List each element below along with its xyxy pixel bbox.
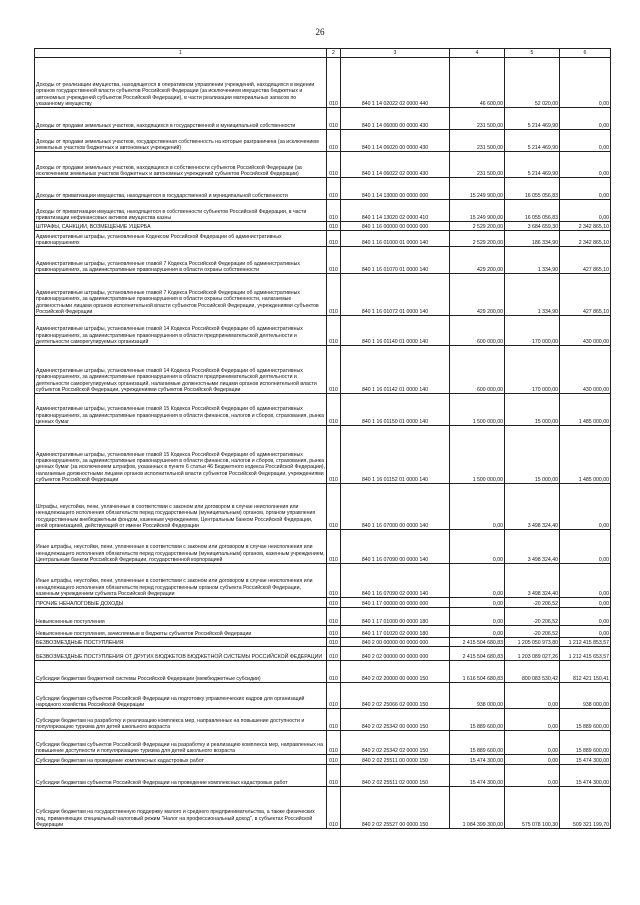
row-classification-code-cell: 840 2 02 25066 02 0000 150 <box>341 683 450 709</box>
table-row <box>35 709 611 731</box>
row-approved-amount-cell: 429 200,00 <box>450 247 505 274</box>
row-unexecuted-amount-cell: 0,00 <box>560 130 611 152</box>
row-unexecuted-amount-cell: 2 342 865,10 <box>560 222 611 231</box>
row-unexecuted-amount-cell: 1 212 415 653,57 <box>560 647 611 661</box>
row-approved-amount-cell: 15 889 600,00 <box>450 709 505 731</box>
row-classification-code-cell: 840 1 16 07090 00 0000 140 <box>341 530 450 564</box>
row-approved-amount-cell: 600 000,00 <box>450 316 505 346</box>
row-code-cell: 010 <box>327 346 341 394</box>
row-code-cell: 010 <box>327 108 341 130</box>
row-name-cell: Субсидии бюджетам субъектов Российской Федерации на проведение комплексных кадастровых работ <box>35 765 327 787</box>
row-unexecuted-amount-cell: 15 889 600,00 <box>560 709 611 731</box>
row-executed-amount-cell: 3 498 324,40 <box>505 530 560 564</box>
row-classification-code-cell: 840 2 02 00000 00 0000 000 <box>341 647 450 661</box>
row-classification-code-cell: 840 1 16 01140 01 0000 140 <box>341 316 450 346</box>
row-approved-amount-cell: 231 500,00 <box>450 130 505 152</box>
row-classification-code-cell: 840 1 17 01000 00 0000 180 <box>341 608 450 626</box>
row-classification-code-cell: 840 1 16 01150 01 0000 140 <box>341 394 450 426</box>
row-unexecuted-amount-cell: 938 000,00 <box>560 683 611 709</box>
row-classification-code-cell: 840 2 02 25511 00 0000 150 <box>341 755 450 765</box>
table-row <box>35 661 611 683</box>
row-unexecuted-amount-cell: 0,00 <box>560 178 611 200</box>
table-row <box>35 626 611 638</box>
row-unexecuted-amount-cell: 0,00 <box>560 200 611 222</box>
row-approved-amount-cell: 1 084 399 300,00 <box>450 787 505 829</box>
row-unexecuted-amount-cell: 0,00 <box>560 108 611 130</box>
table-row <box>35 765 611 787</box>
row-executed-amount-cell: 3 498 324,40 <box>505 484 560 530</box>
row-classification-code-cell: 840 1 14 06022 02 0000 430 <box>341 152 450 178</box>
table-row <box>35 274 611 316</box>
row-unexecuted-amount-cell: 427 865,10 <box>560 247 611 274</box>
row-approved-amount-cell: 938 000,00 <box>450 683 505 709</box>
column-header: 3 <box>341 49 450 58</box>
row-name-cell: Доходы от приватизации имущества, находящегося в собственности субъектов Российской Федерации, в части приватизации нефинансовых активов имущества казны <box>35 200 327 222</box>
row-name-cell: Административные штрафы, установленные главой 14 Кодекса Российской Федерации об административных правонарушениях, за административные правонарушения в области предпринимательской деятельности и деятельности саморегулируемых организаций <box>35 316 327 346</box>
row-name-cell: Административные штрафы, установленные главой 15 Кодекса Российской Федерации об административных правонарушениях, за административные правонарушения в области финансов, налогов и сборов, страхования, рынка ценных бумаг <box>35 394 327 426</box>
row-classification-code-cell: 840 1 16 07000 00 0000 140 <box>341 484 450 530</box>
row-name-cell: Субсидии бюджетам на проведение комплексных кадастровых работ <box>35 755 327 765</box>
row-code-cell: 010 <box>327 130 341 152</box>
row-unexecuted-amount-cell: 1 485 000,00 <box>560 394 611 426</box>
row-approved-amount-cell: 231 500,00 <box>450 108 505 130</box>
row-code-cell: 010 <box>327 765 341 787</box>
row-unexecuted-amount-cell: 0,00 <box>560 564 611 598</box>
row-executed-amount-cell: 170 000,00 <box>505 346 560 394</box>
row-code-cell: 010 <box>327 647 341 661</box>
row-unexecuted-amount-cell: 2 342 865,10 <box>560 231 611 247</box>
row-executed-amount-cell: 1 205 050 973,80 <box>505 638 560 647</box>
row-classification-code-cell: 840 1 16 01072 01 0000 140 <box>341 274 450 316</box>
column-header: 2 <box>327 49 341 58</box>
row-approved-amount-cell: 0,00 <box>450 484 505 530</box>
row-approved-amount-cell: 1 500 000,00 <box>450 426 505 484</box>
row-name-cell: Субсидии бюджетам субъектов Российской Федерации на подготовку управленческих кадров для организаций народного хозяйства Российской Федерации <box>35 683 327 709</box>
row-approved-amount-cell: 0,00 <box>450 564 505 598</box>
row-name-cell: Субсидии бюджетам бюджетной системы Российской Федерации (межбюджетные субсидии) <box>35 661 327 683</box>
row-unexecuted-amount-cell: 15 889 600,00 <box>560 731 611 755</box>
row-classification-code-cell: 840 1 16 07090 02 0000 140 <box>341 564 450 598</box>
row-executed-amount-cell: 0,00 <box>505 731 560 755</box>
revenue-table <box>34 48 611 829</box>
row-name-cell: Иные штрафы, неустойки, пени, уплаченные в соответствии с законом или договором в случае неисполнения или ненадлежащего исполнения обязательств перед государственным (муниципальным) органом, казенным учреждением, Центральным банком Российской Федерации, государственной корпорацией <box>35 530 327 564</box>
row-code-cell: 010 <box>327 316 341 346</box>
row-classification-code-cell: 840 2 02 20000 00 0000 150 <box>341 661 450 683</box>
table-row <box>35 638 611 647</box>
row-unexecuted-amount-cell: 430 000,00 <box>560 346 611 394</box>
table-row <box>35 247 611 274</box>
row-code-cell: 010 <box>327 731 341 755</box>
table-row <box>35 731 611 755</box>
row-approved-amount-cell: 15 474 300,00 <box>450 755 505 765</box>
row-classification-code-cell: 840 1 16 00000 00 0000 000 <box>341 222 450 231</box>
row-unexecuted-amount-cell: 430 000,00 <box>560 316 611 346</box>
row-code-cell: 010 <box>327 530 341 564</box>
table-row <box>35 108 611 130</box>
row-code-cell: 010 <box>327 683 341 709</box>
table-row <box>35 231 611 247</box>
row-unexecuted-amount-cell: 1 485 000,00 <box>560 426 611 484</box>
row-unexecuted-amount-cell: 15 474 300,00 <box>560 755 611 765</box>
row-executed-amount-cell: 1 334,90 <box>505 274 560 316</box>
table-row <box>35 426 611 484</box>
row-name-cell: Субсидии бюджетам субъектов Российской Федерации на разработку и реализацию комплекса мер, направленных на повышение доступности и популяризацию туризма для детей школьного возраста <box>35 731 327 755</box>
row-name-cell: Доходы от реализации имущества, находящегося в оперативном управлении учреждений, находящихся в ведении органов государственной власти субъектов Российской Федерации (за исключением имущества бюджетных и автономных учреждений субъектов Российской Федерации), в части реализации материальных запасов по указанному имуществу <box>35 58 327 108</box>
table-row <box>35 755 611 765</box>
row-name-cell: Доходы от приватизации имущества, находящегося в государственной и муниципальной собственности <box>35 178 327 200</box>
row-classification-code-cell: 840 1 17 00000 00 0000 000 <box>341 598 450 608</box>
row-code-cell: 010 <box>327 222 341 231</box>
row-approved-amount-cell: 0,00 <box>450 598 505 608</box>
row-executed-amount-cell: 15 000,00 <box>505 394 560 426</box>
row-classification-code-cell: 840 2 02 25342 00 0000 150 <box>341 709 450 731</box>
column-number-header <box>35 49 611 58</box>
page-number: 26 <box>315 27 325 37</box>
table-row <box>35 683 611 709</box>
row-unexecuted-amount-cell: 0,00 <box>560 598 611 608</box>
row-name-cell: Доходы от продажи земельных участков, находящихся в собственности субъектов Российской Федерации (за исключением земельных участков бюджетных и автономных учреждений субъектов Российской Федерации) <box>35 152 327 178</box>
table-row <box>35 564 611 598</box>
column-header: 6 <box>560 49 611 58</box>
table-row <box>35 608 611 626</box>
table-row <box>35 787 611 829</box>
row-code-cell: 010 <box>327 200 341 222</box>
table-row <box>35 58 611 108</box>
row-name-cell: Штрафы, неустойки, пени, уплаченные в соответствии с законом или договором в случае неисполнения или ненадлежащего исполнения обязательств перед государственным (муниципальным) органом, органом управления государственным внебюджетным фондом, казенным учреждением, Центральным банком Российской Федерации, иной организацией, действующей от имени Российской Федерации <box>35 484 327 530</box>
table-row <box>35 222 611 231</box>
row-executed-amount-cell: 3 684 659,30 <box>505 222 560 231</box>
row-classification-code-cell: 840 1 14 13000 00 0000 000 <box>341 178 450 200</box>
row-code-cell: 010 <box>327 178 341 200</box>
row-code-cell: 010 <box>327 626 341 638</box>
row-unexecuted-amount-cell: 0,00 <box>560 58 611 108</box>
row-code-cell: 010 <box>327 608 341 626</box>
row-name-cell: Административные штрафы, установленные главой 14 Кодекса Российской Федерации об административных правонарушениях, за административные правонарушения в области предпринимательской деятельности и деятельности саморегулируемых организаций, налагаемые должностными лицами органов исполнительной власти субъектов Российской Федерации, учреждениями субъектов Российской Федерации <box>35 346 327 394</box>
column-header: 1 <box>35 49 327 58</box>
row-classification-code-cell: 840 1 14 13020 02 0000 410 <box>341 200 450 222</box>
row-executed-amount-cell: 575 078 100,30 <box>505 787 560 829</box>
row-executed-amount-cell: 186 334,90 <box>505 231 560 247</box>
row-approved-amount-cell: 0,00 <box>450 608 505 626</box>
row-name-cell: Невыясненные поступления, зачисляемые в бюджеты субъектов Российской Федерации <box>35 626 327 638</box>
row-unexecuted-amount-cell: 509 321 199,70 <box>560 787 611 829</box>
row-code-cell: 010 <box>327 755 341 765</box>
row-approved-amount-cell: 15 474 300,00 <box>450 765 505 787</box>
row-approved-amount-cell: 0,00 <box>450 530 505 564</box>
row-executed-amount-cell: -20 206,52 <box>505 608 560 626</box>
column-header: 4 <box>450 49 505 58</box>
row-executed-amount-cell: 0,00 <box>505 683 560 709</box>
row-approved-amount-cell: 429 200,00 <box>450 274 505 316</box>
row-approved-amount-cell: 0,00 <box>450 626 505 638</box>
table-row <box>35 178 611 200</box>
row-executed-amount-cell: 1 203 089 027,26 <box>505 647 560 661</box>
row-approved-amount-cell: 2 415 504 680,83 <box>450 638 505 647</box>
row-code-cell: 010 <box>327 394 341 426</box>
column-header: 5 <box>505 49 560 58</box>
table-row <box>35 394 611 426</box>
row-name-cell: Административные штрафы, установленные главой 15 Кодекса Российской Федерации об административных правонарушениях, за административные правонарушения в области финансов, налогов и сборов, страхования, рынка ценных бумаг (за исключением штрафов, указанных в пункте 6 статьи 46 Бюджетного кодекса Российской Федерации), налагаемые должностными лицами органов исполнительной власти субъектов Российской Федерации, учреждениями субъектов Российской Федерации <box>35 426 327 484</box>
row-approved-amount-cell: 15 249 900,00 <box>450 200 505 222</box>
table-row <box>35 200 611 222</box>
row-classification-code-cell: 840 1 16 01070 01 0000 140 <box>341 247 450 274</box>
row-code-cell: 010 <box>327 709 341 731</box>
row-code-cell: 010 <box>327 247 341 274</box>
row-classification-code-cell: 840 2 02 25527 00 0000 150 <box>341 787 450 829</box>
row-name-cell: ПРОЧИЕ НЕНАЛОГОВЫЕ ДОХОДЫ <box>35 598 327 608</box>
table-row <box>35 316 611 346</box>
row-code-cell: 010 <box>327 787 341 829</box>
row-executed-amount-cell: 800 083 530,42 <box>505 661 560 683</box>
row-classification-code-cell: 840 1 14 06000 00 0000 430 <box>341 108 450 130</box>
row-approved-amount-cell: 2 415 504 680,83 <box>450 647 505 661</box>
row-classification-code-cell: 840 1 14 06020 00 0000 430 <box>341 130 450 152</box>
row-name-cell: Субсидии бюджетам на разработку и реализацию комплекса мер, направленных на повышение доступности и популяризацию туризма для детей школьного возраста <box>35 709 327 731</box>
table-row <box>35 598 611 608</box>
row-classification-code-cell: 840 1 17 01020 02 0000 180 <box>341 626 450 638</box>
row-name-cell: Невыясненные поступления <box>35 608 327 626</box>
row-executed-amount-cell: 16 055 056,83 <box>505 200 560 222</box>
row-approved-amount-cell: 15 889 600,00 <box>450 731 505 755</box>
row-name-cell: Доходы от продажи земельных участков, государственная собственность на которые разграничена (за исключением земельных участков бюджетных и автономных учреждений) <box>35 130 327 152</box>
row-code-cell: 010 <box>327 564 341 598</box>
row-executed-amount-cell: 0,00 <box>505 755 560 765</box>
row-code-cell: 010 <box>327 274 341 316</box>
table-row <box>35 130 611 152</box>
row-unexecuted-amount-cell: 0,00 <box>560 152 611 178</box>
row-classification-code-cell: 840 2 02 25342 02 0000 150 <box>341 731 450 755</box>
row-executed-amount-cell: 15 000,00 <box>505 426 560 484</box>
row-executed-amount-cell: -20 206,52 <box>505 598 560 608</box>
row-executed-amount-cell: 5 214 469,90 <box>505 152 560 178</box>
row-executed-amount-cell: 5 214 469,90 <box>505 130 560 152</box>
row-unexecuted-amount-cell: 812 421 150,41 <box>560 661 611 683</box>
row-executed-amount-cell: 0,00 <box>505 709 560 731</box>
row-classification-code-cell: 840 1 16 01152 01 0000 140 <box>341 426 450 484</box>
row-classification-code-cell: 840 2 00 00000 00 0000 000 <box>341 638 450 647</box>
row-unexecuted-amount-cell: 15 474 300,00 <box>560 765 611 787</box>
row-code-cell: 010 <box>327 426 341 484</box>
row-executed-amount-cell: -20 206,52 <box>505 626 560 638</box>
row-classification-code-cell: 840 1 16 01142 01 0000 140 <box>341 346 450 394</box>
row-name-cell: Административные штрафы, установленные главой 7 Кодекса Российской Федерации об административных правонарушениях, за административные правонарушения в области охраны собственности, налагаемые должностными лицами органов исполнительной власти субъектов Российской Федерации, учреждениями субъектов Российской Федерации <box>35 274 327 316</box>
row-executed-amount-cell: 1 334,90 <box>505 247 560 274</box>
row-approved-amount-cell: 1 616 504 680,83 <box>450 661 505 683</box>
row-unexecuted-amount-cell: 0,00 <box>560 608 611 626</box>
row-unexecuted-amount-cell: 427 865,10 <box>560 274 611 316</box>
row-name-cell: БЕЗВОЗМЕЗДНЫЕ ПОСТУПЛЕНИЯ ОТ ДРУГИХ БЮДЖЕТОВ БЮДЖЕТНОЙ СИСТЕМЫ РОССИЙСКОЙ ФЕДЕРАЦИИ <box>35 647 327 661</box>
row-code-cell: 010 <box>327 152 341 178</box>
table-row <box>35 484 611 530</box>
row-name-cell: ШТРАФЫ, САНКЦИИ, ВОЗМЕЩЕНИЕ УЩЕРБА <box>35 222 327 231</box>
row-unexecuted-amount-cell: 1 212 415 853,57 <box>560 638 611 647</box>
table-row <box>35 530 611 564</box>
row-executed-amount-cell: 0,00 <box>505 765 560 787</box>
row-name-cell: Иные штрафы, неустойки, пени, уплаченные в соответствии с законом или договором в случае неисполнения или ненадлежащего исполнения обязательств перед государственным органом субъекта Российской Федерации, казенным учреждением субъекта Российской Федерации <box>35 564 327 598</box>
row-executed-amount-cell: 52 020,00 <box>505 58 560 108</box>
row-executed-amount-cell: 5 214 469,90 <box>505 108 560 130</box>
row-approved-amount-cell: 1 500 000,00 <box>450 394 505 426</box>
row-approved-amount-cell: 2 529 200,00 <box>450 222 505 231</box>
row-code-cell: 010 <box>327 638 341 647</box>
row-code-cell: 010 <box>327 484 341 530</box>
row-unexecuted-amount-cell: 0,00 <box>560 626 611 638</box>
row-approved-amount-cell: 600 000,00 <box>450 346 505 394</box>
row-executed-amount-cell: 3 498 324,40 <box>505 564 560 598</box>
row-executed-amount-cell: 170 000,00 <box>505 316 560 346</box>
row-approved-amount-cell: 2 529 200,00 <box>450 231 505 247</box>
row-code-cell: 010 <box>327 598 341 608</box>
row-name-cell: БЕЗВОЗМЕЗДНЫЕ ПОСТУПЛЕНИЯ <box>35 638 327 647</box>
row-approved-amount-cell: 15 249 900,00 <box>450 178 505 200</box>
row-classification-code-cell: 840 1 14 02022 02 0000 440 <box>341 58 450 108</box>
row-code-cell: 010 <box>327 661 341 683</box>
row-name-cell: Административные штрафы, установленные Кодексом Российской Федерации об административных правонарушениях <box>35 231 327 247</box>
table-row <box>35 647 611 661</box>
row-classification-code-cell: 840 2 02 25511 02 0000 150 <box>341 765 450 787</box>
table-row <box>35 152 611 178</box>
row-name-cell: Административные штрафы, установленные главой 7 Кодекса Российской Федерации об административных правонарушениях, за административные правонарушения в области охраны собственности <box>35 247 327 274</box>
row-approved-amount-cell: 231 500,00 <box>450 152 505 178</box>
row-unexecuted-amount-cell: 0,00 <box>560 530 611 564</box>
row-classification-code-cell: 840 1 16 01000 01 0000 140 <box>341 231 450 247</box>
row-executed-amount-cell: 16 055 056,83 <box>505 178 560 200</box>
row-name-cell: Субсидии бюджетам на государственную поддержку малого и среднего предпринимательства, а также физических лиц, применяющих специальный налоговый режим "Налог на профессиональный доход", в субъектах Российской Федерации <box>35 787 327 829</box>
row-approved-amount-cell: 46 600,00 <box>450 58 505 108</box>
table-row <box>35 346 611 394</box>
row-code-cell: 010 <box>327 58 341 108</box>
row-name-cell: Доходы от продажи земельных участков, находящихся в государственной и муниципальной собственности <box>35 108 327 130</box>
row-code-cell: 010 <box>327 231 341 247</box>
row-unexecuted-amount-cell: 0,00 <box>560 484 611 530</box>
